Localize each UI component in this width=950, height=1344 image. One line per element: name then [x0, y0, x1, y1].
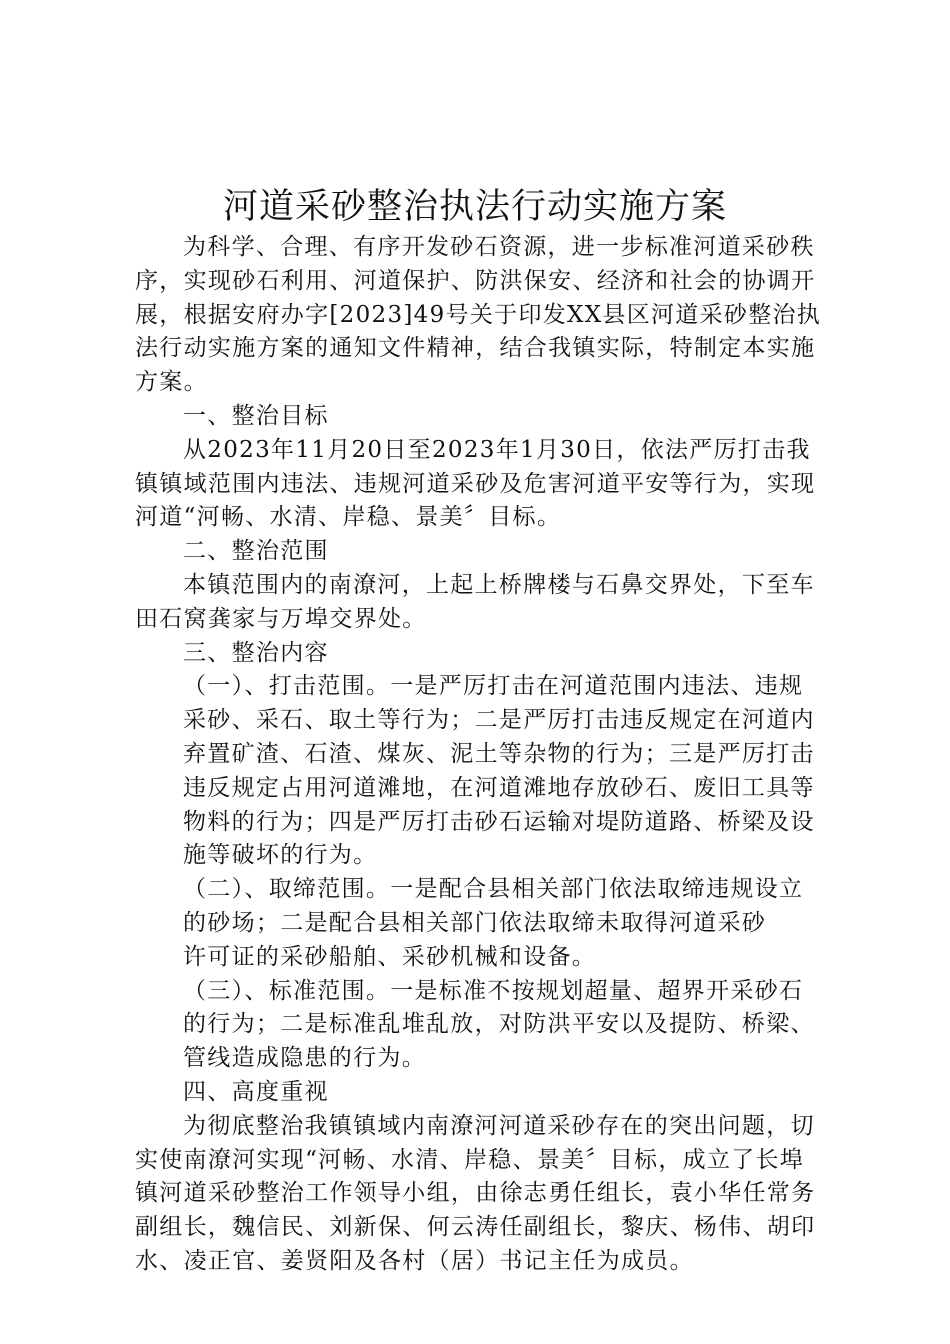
content-item-1: （一）、打击范围。一是严厉打击在河道范围内违法、违规采砂、采石、取土等行为；二是严厉打击违反规定在河道内弃置矿渣、石渣、煤灰、泥土等杂物的行为；三是严厉打击违反规定占用河道滩地，在河道滩地存放砂石、废旧工具等物料的行为；四是严厉打击砂石运输对堤防道路、桥梁及设施等破坏的行为。: [183, 673, 815, 869]
document-title: 河道采砂整治执法行动实施方案: [222, 187, 727, 227]
section-heading-attention: 四、高度重视: [183, 1078, 329, 1105]
content-item-2-continued: 许可证的采砂船舶、采砂机械和设备。: [183, 943, 597, 970]
scope-paragraph: 本镇范围内的南潦河，上起上桥牌楼与石鼻交界处，下至车田石窝龚家与万埠交界处。: [135, 571, 815, 632]
section-heading-content: 三、整治内容: [183, 639, 329, 666]
document-body: [135, 231, 825, 1279]
intro-paragraph: 为科学、合理、有序开发砂石资源，进一步标准河道采砂秩序，实现砂石利用、河道保护、防洪保安、经济和社会的协调开展，根据安府办字[2023]49号关于印发XX县区河道采砂整治执法行动实施方案的通知文件精神，结合我镇实际，特制定本实施方案。: [135, 234, 822, 396]
content-item-3: （三）、标准范围。一是标准不按规划超量、超界开采砂石的行为；二是标准乱堆乱放，对防洪平安以及提防、桥梁、管线造成隐患的行为。: [183, 977, 815, 1072]
section-heading-scope: 二、整治范围: [183, 538, 329, 565]
content-item-2: （二）、取缔范围。一是配合县相关部门依法取缔违规设立的砂场；二是配合县相关部门依法取缔未取得河道采砂: [183, 876, 804, 936]
section-heading-goal: 一、整治目标: [183, 402, 329, 429]
attention-paragraph: 为彻底整治我镇镇域内南潦河河道采砂存在的突出问题，切实使南潦河实现“河畅、水清、岸稳、景美〞目标，成立了长埠镇河道采砂整治工作领导小组，由徐志勇任组长，袁小华任常务副组长，魏信民、刘新保、何云涛任副组长，黎庆、杨伟、胡印水、凌正官、姜贤阳及各村（居）书记主任为成员。: [135, 1112, 816, 1274]
goal-paragraph: 从2023年11月20日至2023年1月30日，依法严厉打击我镇镇域范围内违法、违规河道采砂及危害河道平安等行为，实现河道“河畅、水清、岸稳、景美〞目标。: [135, 436, 816, 531]
